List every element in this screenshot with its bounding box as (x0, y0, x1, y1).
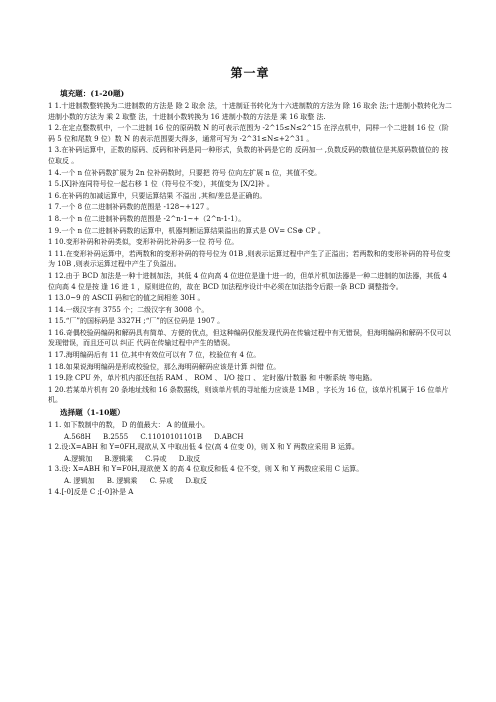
option: A.逻辑加 (64, 454, 93, 463)
choice-options-3 (48, 476, 452, 487)
choice-question-1: 1 1. 如下数制中的数， D 的值最大： A 的值最小。 (48, 421, 210, 430)
option: C. 异或 (149, 477, 174, 485)
fill-question: 1 1.十进制数整转换为二进制数的方法是 除 2 取余 法，十进制证书转化为十六进制数的方法为 除 16 取余 法;十进制小数转化为二进制小数的方法为 乘 2 取整 法，十进制小数转换为 16 进制小数的方法是 乘 16 取整 法. (48, 102, 452, 121)
option: B.2555 (102, 432, 129, 441)
fill-question: 1 16.奇偶校验码编码和解码具有简单、方便的优点，但这种编码仅能发现代码在传输过程中有无错误，但海明编码和解码不仅可以发现错误，而且还可以 纠正 代码在传输过程中产生的错误。 (48, 328, 451, 348)
fill-question: 1 19.除 CPU 外，单片机内部还包括 RAM 、 ROM 、 I/O 接口 、 定时器/计数器 和 中断系统 等电路。 (48, 374, 377, 383)
choice-question-4: 1 4.[-0]反是 C ;[-0]补是 A (48, 487, 134, 496)
fill-question: 1 9.一个 n 位二进制补码数的运算中，机器判断运算结果溢出的算式是 OV= CS⊕ CP 。 (48, 226, 325, 235)
option: B.逻辑乘 (104, 454, 133, 463)
fill-question: 1 2.在定点整数机中，一个二进制 16 位的原码数 N 的可表示范围为 -2^15≤N≤2^15 在浮点机中，同样一个二进制 16 位（阶码 5 位和尾数 9 位）数 N 的表示范围要大得多，通常可写为 -2^31≤N≤+2^31 。 (48, 124, 449, 143)
choice-section-heading: 选择题（1-10题） (60, 408, 125, 418)
fill-question: 1 10.变形补码和补码类似，变形补码比补码多一位 符号 位。 (48, 238, 239, 247)
option: B. 逻辑乘 (106, 477, 138, 485)
fill-question: 1 8.一个 n 位二进制补码数的范围是 -2^n-1~+（2^n-1-1）。 (48, 214, 246, 223)
chapter-title: 第一章 (230, 66, 270, 80)
option: A.568H (64, 432, 91, 441)
fill-question: 1 11.在变形补码运算中，若两数和的变形补码的符号位为 01B ,则表示运算过程中产生了正溢出；若两数和的变形补码的符号位变为 10B ,则表示运算过程中产生了负溢出。 (48, 249, 451, 269)
fill-question: 1 4.一个 n 位补码数扩展为 2n 位补码数时，只要把 符号 位向左扩展 n 位，其值不变。 (48, 168, 322, 177)
option: C.11010101101B (140, 432, 202, 441)
fill-question: 1 15.“厂”的国标码是 3327H ;“厂”的区位码是 1907 。 (48, 317, 225, 326)
fill-question: 1 5.[X]补连同符号位一起右移 1 位（符号位不变），其值变为 [X/2]补 。 (48, 180, 274, 189)
choice-options-2 (48, 454, 452, 465)
fill-question: 1 6.在补码的加减运算中，只要运算结果 不溢出 ,其和/差总是正确的。 (48, 191, 267, 200)
choice-question-3: 1 3.设: X=ABH 和 Y=F0H,现欲使 X 的高 4 位取反和低 4 位不变，则 X 和 Y 两数应采用 C 运算。 (48, 465, 364, 474)
choice-question-2: 1 2.设:X=ABH 和 Y=0FH,现欲从 X 中取出低 4 位(高 4 位变 0)，则 X 和 Y 两数应采用 B 运算。 (48, 443, 359, 452)
option: D.取反 (185, 477, 207, 485)
option: D.取反 (178, 454, 201, 463)
fill-question-list (48, 101, 452, 406)
fill-question: 1 13.0~9 的 ASCII 码和它的值之间相差 30H 。 (48, 294, 205, 303)
fill-question: 1 17.海明编码后有 11 位,其中有效位可以有 7 位，校验位有 4 位。 (48, 351, 261, 360)
choice-options-1 (48, 432, 452, 443)
fill-question: 1 3.在补码运算中，正数的原码、反码和补码是同一种形式，负数的补码是它的 反码加一 ,负数反码的数值位是其原码数值位的 按位取反 。 (48, 146, 449, 165)
fill-question: 1 18.如果说海明编码是形成校验位，那么海明码解码应该是计算 纠错 位。 (48, 362, 281, 371)
fill-question: 1 12.由于 BCD 加法是一种十进制加法，其低 4 位向高 4 位进位是逢十进一的，但单片机加法器是一种二进制的加法器，其低 4 位向高 4 位是按 逢 16 进 1 ，原则进位的，故在 BCD 加法程序设计中必须在加法指令后跟一条 BCD 调整指令。 (48, 271, 447, 291)
option: A. 逻辑加 (64, 477, 95, 485)
fill-question: 1 14.一级汉字有 3755 个；二级汉字有 3008 个。 (48, 305, 209, 314)
fill-question: 1 7.一个 8 位二进制补码数的范围是 -128~+127 。 (48, 203, 214, 212)
option: D.ABCH (214, 432, 244, 441)
fill-section-heading: 填充题：(1-20题) (60, 89, 125, 98)
option: C.异或 (145, 454, 167, 463)
fill-question: 1 20.若某单片机有 20 条地址线和 16 条数据线，则该单片机的寻址能力应该是 1MB ，字长为 16 位，该单片机属于 16 位单片机。 (48, 385, 449, 405)
